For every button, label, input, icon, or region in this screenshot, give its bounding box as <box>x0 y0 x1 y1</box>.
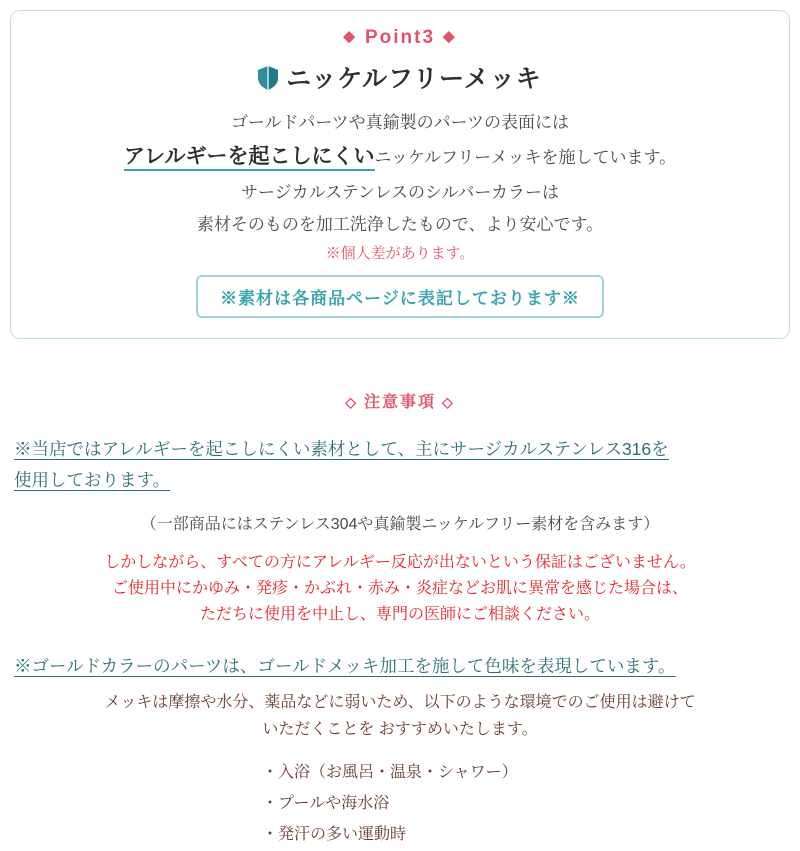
point3-heading <box>29 27 771 49</box>
notice-gold-line <box>14 653 786 678</box>
document-page <box>0 10 800 844</box>
notice-paren-line: （一部商品にはステンレス304や真鍮製ニッケルフリー素材を含みます） <box>140 516 660 534</box>
shield-icon <box>258 66 278 90</box>
notice-teal-block <box>14 434 786 495</box>
notice-teal-line-2: 使用しております。 <box>14 469 171 490</box>
notice-plating-line-1: メッキは摩擦や水分、薬品などに弱いため、以下のような環境でのご使用は避けて <box>104 694 696 712</box>
point3-title <box>29 59 771 95</box>
diamond-left-icon: ◆ <box>343 28 357 45</box>
notice-warning-block <box>14 550 786 627</box>
point3-line-1: ゴールドパーツや真鍮製のパーツの表面には <box>231 113 569 132</box>
notice-warning-line-3: ただちに使用を中止し、専門の医師にご相談ください。 <box>199 605 600 623</box>
notice-teal-line-1: ※当店ではアレルギーを起こしにくい素材として、主にサージカルステンレス316を <box>14 439 669 460</box>
material-note-box: ※素材は各商品ページに表記しております※ <box>196 275 604 318</box>
notice-plating-block <box>14 690 786 743</box>
diamond-right-icon: ◆ <box>443 28 457 45</box>
list-item: ・入浴（お風呂・温泉・シャワー） <box>262 763 518 781</box>
notice-section <box>0 389 800 850</box>
point3-line-4: 素材そのものを加工洗浄したもので、より安心です。 <box>196 214 604 234</box>
point3-line-3: サージカルステンレスのシルバーカラーは <box>240 183 560 203</box>
list-item: ・発汗の多い運動時 <box>262 826 407 844</box>
point3-line-2 <box>29 138 771 177</box>
notice-warning-line-2: ご使用中にかゆみ・発疹・かぶれ・赤み・炎症などお肌に異常を感じた場合は、 <box>111 580 688 597</box>
point3-title-label: ニッケルフリーメッキ <box>286 65 542 93</box>
notice-bullet-list <box>14 757 786 851</box>
point3-heading-label: Point3 <box>364 27 436 48</box>
notice-gold-line-label: ※ゴールドカラーのパーツは、ゴールドメッキ加工を施して色味を表現しています。 <box>14 656 676 677</box>
notice-warning-line-1: しかしながら、すべての方にアレルギー反応が出ないという保証はございません。 <box>104 554 696 572</box>
point3-line-5: ※個人差があります。 <box>325 245 475 263</box>
lozenge-left-icon: ◇ <box>345 394 358 411</box>
lozenge-right-icon: ◇ <box>442 394 455 411</box>
point3-panel <box>10 10 790 339</box>
notice-heading <box>14 389 786 412</box>
point3-line-2-underlined: アレルギーを起こしにくい <box>124 145 375 171</box>
point3-line-2-rest: ニッケルフリーメッキを施しています。 <box>374 148 677 168</box>
notice-heading-label: 注意事項 <box>363 394 436 412</box>
list-item: ・プールや海水浴 <box>262 795 390 813</box>
notice-plating-line-2: いただくことを おすすめいたします。 <box>262 720 538 738</box>
